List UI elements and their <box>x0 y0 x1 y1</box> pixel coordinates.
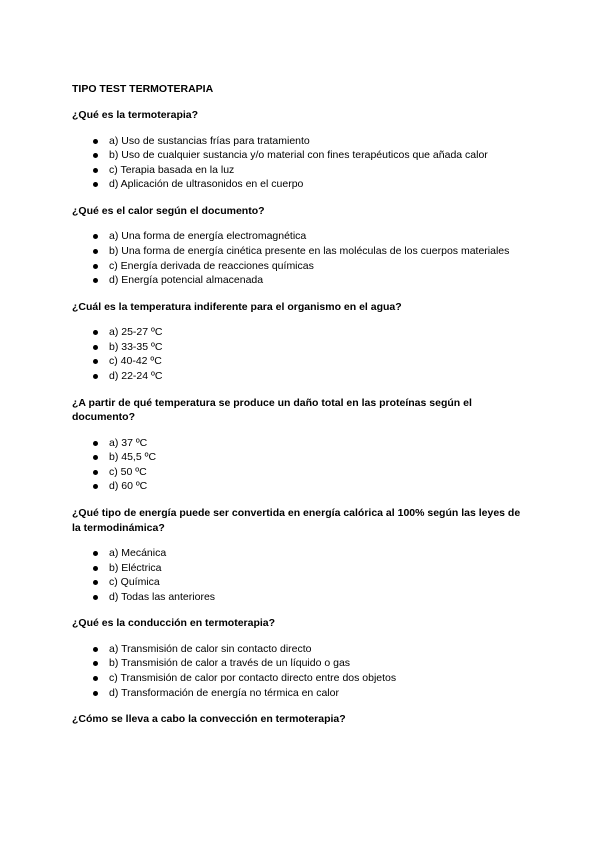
answer-option <box>109 177 528 192</box>
answer-option <box>109 561 528 576</box>
answer-option <box>109 575 528 590</box>
answer-option-text: c) 40-42 ºC <box>109 355 162 368</box>
answer-option <box>109 656 528 671</box>
question-block <box>72 712 528 727</box>
bullet-icon <box>93 264 98 269</box>
bullet-icon <box>93 566 98 571</box>
answer-option-text: d) Aplicación de ultrasonidos en el cuerpo <box>109 178 304 191</box>
answer-option <box>109 436 528 451</box>
answer-option-text: c) 50 ºC <box>109 465 147 478</box>
bullet-icon <box>93 441 98 446</box>
bullet-icon <box>93 470 98 475</box>
answer-option <box>109 134 528 149</box>
answer-option-text: a) 25-27 ºC <box>109 326 163 339</box>
answer-option-text: d) 60 ºC <box>109 480 148 493</box>
answer-option-text: b) 45,5 ºC <box>109 451 157 464</box>
bullet-icon <box>93 359 98 364</box>
answer-option <box>109 354 528 369</box>
answer-option-text: a) Una forma de energía electromagnética <box>109 230 307 243</box>
bullet-icon <box>93 139 98 144</box>
question-text: ¿Qué es la conducción en termoterapia? <box>72 617 276 630</box>
answer-option <box>109 465 528 480</box>
bullet-icon <box>93 551 98 556</box>
question-text: ¿A partir de qué temperatura se produce un daño total en las proteínas según el documento? <box>72 396 472 424</box>
answer-option-text: b) Eléctrica <box>109 561 162 574</box>
answer-option-text: d) Transformación de energía no térmica en calor <box>109 686 339 699</box>
answer-option <box>109 671 528 686</box>
document-title: TIPO TEST TERMOTERAPIA <box>72 83 214 95</box>
question-block <box>72 396 528 494</box>
bullet-icon <box>93 330 98 335</box>
bullet-icon <box>93 455 98 460</box>
question-block <box>72 616 528 700</box>
question-text: ¿Qué tipo de energía puede ser convertida en energía calórica al 100% según las leyes de la termodinámica? <box>72 507 521 534</box>
bullet-icon <box>93 278 98 283</box>
answer-option-text: a) Mecánica <box>109 547 167 559</box>
question-block <box>72 108 528 192</box>
answer-option-text: a) Transmisión de calor sin contacto directo <box>109 642 312 655</box>
answer-option-text: d) 22-24 ºC <box>109 370 163 383</box>
answer-option <box>109 340 528 355</box>
answer-options <box>72 546 528 604</box>
bullet-icon <box>93 374 98 379</box>
answer-options <box>72 436 528 494</box>
question-text: ¿Qué es el calor según el documento? <box>72 204 265 217</box>
bullet-icon <box>93 249 98 254</box>
answer-option <box>109 642 528 657</box>
bullet-icon <box>93 595 98 600</box>
bullet-icon <box>93 168 98 173</box>
bullet-icon <box>93 234 98 239</box>
bullet-icon <box>93 647 98 652</box>
answer-option <box>109 163 528 178</box>
bullet-icon <box>93 153 98 158</box>
answer-option <box>109 273 528 288</box>
answer-option <box>109 686 528 701</box>
question-list <box>72 108 528 727</box>
bullet-icon <box>93 345 98 350</box>
question-block <box>72 506 528 604</box>
answer-option-text: c) Transmisión de calor por contacto directo entre dos objetos <box>109 672 397 685</box>
answer-options <box>72 229 528 287</box>
answer-option-text: c) Química <box>109 576 160 589</box>
answer-option-text: a) 37 ºC <box>109 436 148 449</box>
question-block <box>72 204 528 288</box>
document-page <box>72 82 528 739</box>
answer-option <box>109 546 528 561</box>
bullet-icon <box>93 676 98 681</box>
answer-options <box>72 134 528 192</box>
answer-option <box>109 148 528 163</box>
answer-option <box>109 369 528 384</box>
bullet-icon <box>93 182 98 187</box>
bullet-icon <box>93 484 98 489</box>
answer-option-text: b) Transmisión de calor a través de un líquido o gas <box>109 657 351 670</box>
answer-options <box>72 642 528 700</box>
answer-option <box>109 325 528 340</box>
question-block <box>72 300 528 384</box>
answer-option <box>109 229 528 244</box>
answer-option-text: a) Uso de sustancias frías para tratamiento <box>109 134 310 147</box>
answer-option-text: c) Energía derivada de reacciones químicas <box>109 259 314 272</box>
answer-option <box>109 479 528 494</box>
answer-option-text: b) Una forma de energía cinética presente en las moléculas de los cuerpos materiales <box>109 244 510 257</box>
bullet-icon <box>93 691 98 696</box>
question-text: ¿Cuál es la temperatura indiferente para el organismo en el agua? <box>72 300 402 313</box>
answer-option <box>109 450 528 465</box>
question-text: ¿Qué es la termoterapia? <box>72 109 199 121</box>
answer-options <box>72 325 528 383</box>
answer-option-text: c) Terapia basada en la luz <box>109 163 235 176</box>
question-text: ¿Cómo se lleva a cabo la convección en termoterapia? <box>72 713 346 726</box>
answer-option-text: b) Uso de cualquier sustancia y/o material con fines terapéuticos que añada calor <box>109 149 488 162</box>
answer-option <box>109 244 528 259</box>
bullet-icon <box>93 580 98 585</box>
answer-option-text: d) Energía potencial almacenada <box>109 274 264 287</box>
answer-option-text: b) 33-35 ºC <box>109 340 163 353</box>
answer-option <box>109 259 528 274</box>
answer-option-text: d) Todas las anteriores <box>109 590 216 603</box>
answer-option <box>109 590 528 605</box>
bullet-icon <box>93 661 98 666</box>
